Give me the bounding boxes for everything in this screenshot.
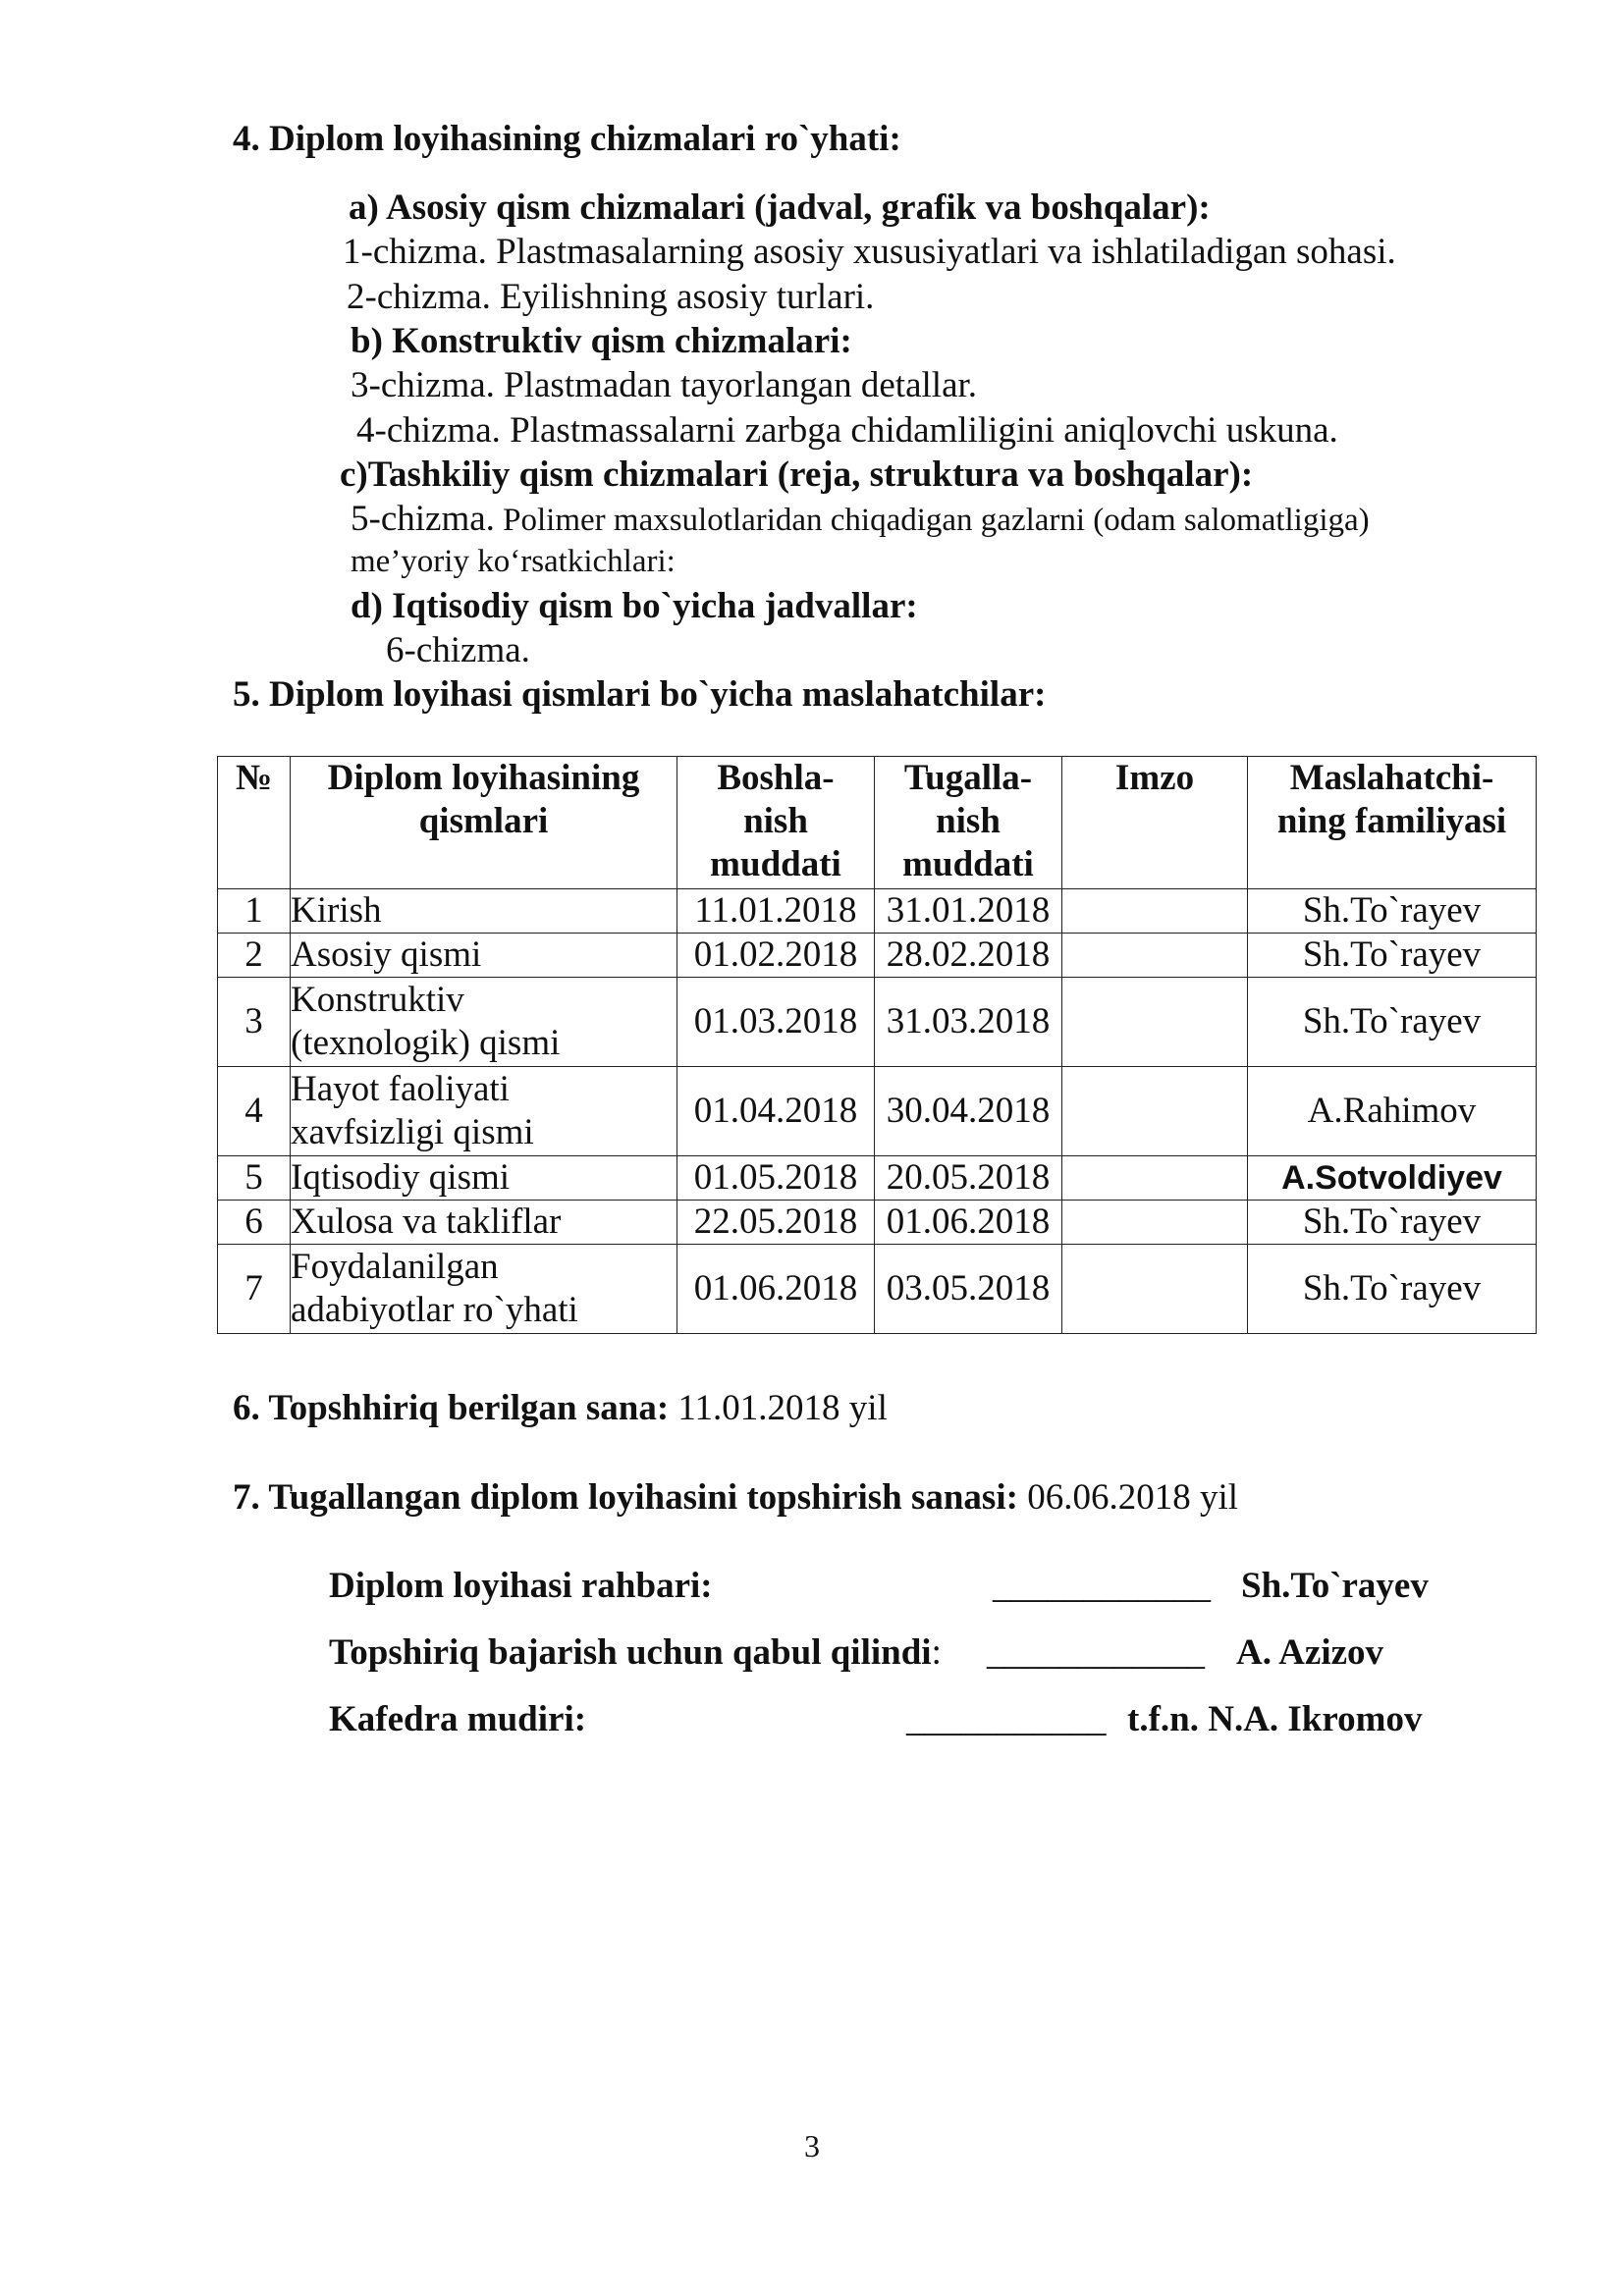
department-head-name: t.f.n. N.A. Ikromov: [1127, 1699, 1423, 1739]
drawing-item-6: 6-chizma.: [386, 630, 530, 670]
table-row: [218, 1201, 1537, 1245]
row-signature: [1062, 1245, 1248, 1334]
drawing-item-3: 3-chizma. Plastmadan tayorlangan detallar.: [351, 365, 978, 405]
row-advisor: Sh.To`rayev: [1248, 1201, 1537, 1245]
row-number: 6: [218, 1201, 291, 1245]
row-signature: [1062, 1201, 1248, 1245]
accepted-by: [329, 1631, 942, 1675]
row-advisor: A.Rahimov: [1248, 1067, 1537, 1156]
department-head-label: Kafedra mudiri:: [329, 1699, 587, 1739]
row-part: Hayot faoliyati xavfsizligi qismi: [291, 1067, 677, 1156]
row-advisor: Sh.To`rayev: [1248, 889, 1537, 934]
submission-date: [233, 1476, 1238, 1520]
row-part: Asosiy qismi: [291, 934, 677, 978]
row-number: 7: [218, 1245, 291, 1334]
accepted-signature-line: ____________: [987, 1632, 1205, 1673]
row-start-date: 11.01.2018: [677, 889, 875, 934]
subsection-a-title: a) Asosiy qism chizmalari (jadval, grafik va boshqalar):: [349, 187, 1211, 228]
table-row: [218, 889, 1537, 934]
row-advisor: Sh.To`rayev: [1248, 1245, 1537, 1334]
row-part: Iqtisodiy qismi: [291, 1156, 677, 1201]
row-part: Konstruktiv (texnologik) qismi: [291, 978, 677, 1067]
submission-date-value: 06.06.2018 yil: [1017, 1477, 1238, 1518]
row-number: 1: [218, 889, 291, 934]
drawing-item-5-continuation: me’yoriy ko‘rsatkichlari:: [351, 544, 676, 579]
row-part: Xulosa va takliflar: [291, 1201, 677, 1245]
assignment-date: [233, 1387, 888, 1430]
row-end-date: 31.01.2018: [875, 889, 1062, 934]
row-start-date: 01.03.2018: [677, 978, 875, 1067]
row-signature: [1062, 978, 1248, 1067]
subsection-d-title: d) Iqtisodiy qism bo`yicha jadvallar:: [351, 586, 918, 626]
section-4-heading: 4. Diplom loyihasining chizmalari ro`yhati:: [233, 119, 901, 159]
row-signature: [1062, 1067, 1248, 1156]
row-end-date: 03.05.2018: [875, 1245, 1062, 1334]
row-end-date: 30.04.2018: [875, 1067, 1062, 1156]
header-start-date: Boshla- nish muddati: [677, 757, 875, 889]
table-row: [218, 1245, 1537, 1334]
drawing-item-1: 1-chizma. Plastmasalarning asosiy xususiyatlari va ishlatiladigan sohasi.: [343, 232, 1396, 272]
drawing-item-5-text: Polimer maxsulotlaridan chiqadigan gazlarni (odam salomatligiga): [494, 503, 1370, 538]
drawing-item-2: 2-chizma. Eyilishning asosiy turlari.: [347, 277, 875, 317]
row-part: Foydalanilgan adabiyotlar ro`yhati: [291, 1245, 677, 1334]
row-end-date: 28.02.2018: [875, 934, 1062, 978]
row-part: Kirish: [291, 889, 677, 934]
header-part: Diplom loyihasining qismlari: [291, 757, 677, 889]
assignment-date-label: 6. Topshhiriq berilgan sana:: [233, 1388, 670, 1428]
row-end-date: 31.03.2018: [875, 978, 1062, 1067]
row-end-date: 01.06.2018: [875, 1201, 1062, 1245]
table-row: [218, 978, 1537, 1067]
supervisor-name: Sh.To`rayev: [1241, 1566, 1429, 1606]
assignment-date-value: 11.01.2018 yil: [669, 1388, 888, 1428]
supervisor-label: Diplom loyihasi rahbari:: [329, 1566, 713, 1606]
table-header-row: [218, 757, 1537, 889]
drawing-item-4: 4-chizma. Plastmassalarni zarbga chidamliligini aniqlovchi uskuna.: [356, 410, 1338, 451]
section-5-heading: 5. Diplom loyihasi qismlari bo`yicha maslahatchilar:: [233, 674, 1047, 715]
row-start-date: 22.05.2018: [677, 1201, 875, 1245]
row-signature: [1062, 1156, 1248, 1201]
row-start-date: 01.06.2018: [677, 1245, 875, 1334]
page-number: 3: [804, 2128, 820, 2163]
row-advisor: A.Sotvoldiyev: [1248, 1156, 1537, 1201]
drawing-item-5-prefix: 5-chizma.: [351, 499, 495, 539]
subsection-b-title: b) Konstruktiv qism chizmalari:: [351, 321, 852, 361]
header-advisor: Maslahatchi- ning familiyasi: [1248, 757, 1537, 889]
accepted-colon: :: [931, 1632, 942, 1673]
table-row: [218, 1156, 1537, 1201]
header-end-date: Tugalla- nish muddati: [875, 757, 1062, 889]
row-end-date: 20.05.2018: [875, 1156, 1062, 1201]
subsection-c-title: c)Tashkiliy qism chizmalari (reja, struktura va boshqalar):: [340, 454, 1254, 495]
row-start-date: 01.05.2018: [677, 1156, 875, 1201]
advisors-table: [217, 756, 1537, 1334]
department-head-signature-line: ___________: [906, 1699, 1107, 1739]
row-number: 2: [218, 934, 291, 978]
row-signature: [1062, 934, 1248, 978]
row-advisor: Sh.To`rayev: [1248, 978, 1537, 1067]
table-row: [218, 1067, 1537, 1156]
header-number: №: [218, 757, 291, 889]
row-advisor: Sh.To`rayev: [1248, 934, 1537, 978]
row-number: 5: [218, 1156, 291, 1201]
row-start-date: 01.04.2018: [677, 1067, 875, 1156]
row-signature: [1062, 889, 1248, 934]
header-signature: Imzo: [1062, 757, 1248, 889]
row-number: 3: [218, 978, 291, 1067]
row-number: 4: [218, 1067, 291, 1156]
row-start-date: 01.02.2018: [677, 934, 875, 978]
table-row: [218, 934, 1537, 978]
drawing-item-5: [351, 498, 1370, 542]
supervisor-signature-line: ____________: [993, 1566, 1211, 1606]
accepted-label: Topshiriq bajarish uchun qabul qilindi: [329, 1632, 932, 1673]
accepted-name: A. Azizov: [1236, 1632, 1384, 1673]
submission-date-label: 7. Tugallangan diplom loyihasini topshirish sanasi:: [233, 1477, 1018, 1518]
